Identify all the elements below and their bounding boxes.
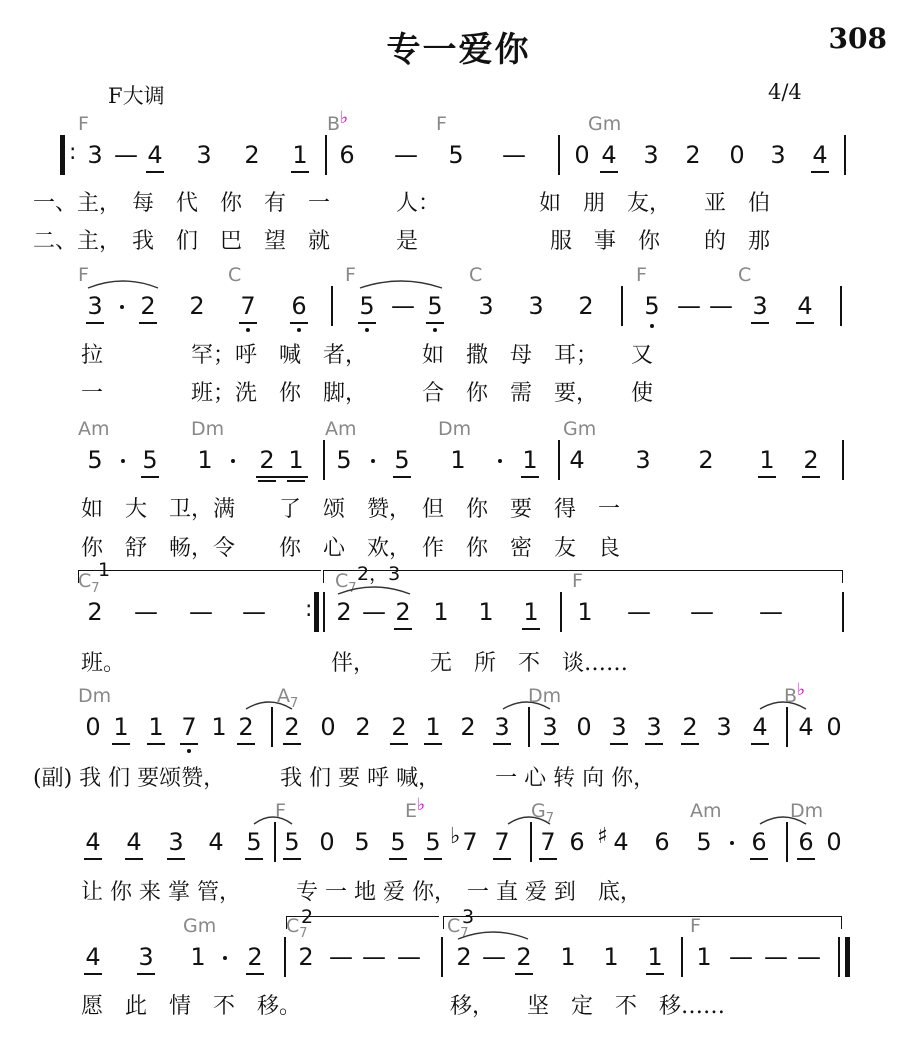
note: 4	[569, 446, 585, 474]
barline	[840, 286, 842, 326]
note: 3	[138, 943, 154, 971]
dash: —	[690, 598, 714, 626]
note: 1	[603, 943, 619, 971]
note: 0	[85, 713, 101, 741]
note: 1	[113, 713, 129, 741]
page-number: 308	[828, 22, 887, 55]
augmentation-dot	[223, 956, 227, 960]
underline	[245, 858, 263, 860]
tie-slur	[360, 276, 442, 290]
barline	[323, 440, 325, 480]
lyric-line: 你 舒 畅，令 你 心 欢， 作 你 密 友 良	[81, 536, 621, 561]
barline	[844, 135, 846, 175]
note: 2	[391, 713, 407, 741]
underline	[521, 476, 539, 478]
low-octave-dot	[297, 328, 301, 332]
tie-slur	[88, 276, 158, 290]
barline	[786, 707, 788, 747]
chord-symbol: B♭	[327, 108, 349, 135]
note: 1	[450, 446, 466, 474]
note: 2	[682, 713, 698, 741]
chord-symbol: E♭	[405, 795, 426, 822]
note: 4	[126, 828, 142, 856]
underline	[258, 480, 276, 482]
underline	[147, 743, 165, 745]
low-octave-dot	[365, 328, 369, 332]
note: 2	[259, 446, 275, 474]
note: 6	[654, 828, 670, 856]
underline	[796, 322, 814, 324]
note: 5	[142, 446, 158, 474]
barline	[323, 592, 325, 632]
lyric-line: (副) 我 们 要颂赞， 我 们 要 呼 喊， 一 心 转 向 你，	[33, 766, 656, 791]
augmentation-dot	[120, 305, 124, 309]
note: 3	[87, 292, 103, 320]
note: 1	[292, 141, 308, 169]
note: 5	[394, 446, 410, 474]
note: 2	[244, 141, 260, 169]
repeat-start-bar	[60, 135, 65, 175]
underline	[167, 858, 185, 860]
note: 1	[190, 943, 206, 971]
note: 1	[211, 713, 227, 741]
note: 5	[425, 828, 441, 856]
note: 6	[569, 828, 585, 856]
volta-1-label: 1	[98, 559, 111, 581]
underline	[112, 743, 130, 745]
note: 4	[147, 141, 163, 169]
underline	[522, 628, 540, 630]
underline	[750, 858, 768, 860]
lyric-line: 一、主， 每 代 你 有 一 人： 如 朋 友， 亚 伯	[33, 191, 771, 216]
underline	[394, 628, 412, 630]
chord-symbol: F	[436, 113, 447, 135]
augmentation-dot	[730, 841, 734, 845]
chord-symbol: Am	[690, 800, 722, 822]
chord-symbol: C	[228, 264, 242, 286]
barline	[274, 822, 276, 862]
note: 3	[528, 292, 544, 320]
note: 4	[208, 828, 224, 856]
dash: —	[391, 292, 415, 320]
augmentation-dot	[121, 459, 125, 463]
note: 1	[148, 713, 164, 741]
note: 3	[716, 713, 732, 741]
note: 1	[288, 446, 304, 474]
volta-3-label: 3	[462, 906, 475, 928]
chord-symbol: Dm	[790, 800, 824, 822]
underline	[802, 476, 820, 478]
repeat-end-bar	[314, 592, 319, 632]
barline	[842, 592, 844, 632]
flat-accidental: ♭	[450, 824, 461, 849]
dash: —	[482, 943, 506, 971]
underline	[125, 858, 143, 860]
note: 3	[752, 292, 768, 320]
underline	[493, 743, 511, 745]
note: 6	[798, 828, 814, 856]
note: 7	[462, 828, 478, 856]
lyric-line: 伴， 无 所 不 谈……	[331, 651, 629, 676]
note: 4	[797, 292, 813, 320]
note: 4	[752, 713, 768, 741]
chord-symbol: B♭	[784, 680, 806, 707]
lyric-line: 愿 此 情 不 移。	[81, 994, 302, 1019]
underline	[237, 743, 255, 745]
underline	[246, 973, 264, 975]
chord-symbol: F	[345, 264, 356, 286]
underline	[290, 322, 308, 324]
volta-1	[78, 570, 321, 583]
dash: —	[759, 598, 783, 626]
note: 1	[425, 713, 441, 741]
note: 5	[354, 828, 370, 856]
chord-symbol: $A_7$	[277, 685, 299, 711]
chord-symbol: Gm	[183, 915, 217, 937]
underline	[141, 476, 159, 478]
note: 2	[189, 292, 205, 320]
barline	[441, 937, 443, 977]
note: 1	[696, 943, 712, 971]
underline	[283, 858, 301, 860]
chord-symbol: F	[572, 570, 583, 592]
note: 1	[197, 446, 213, 474]
dash: —	[797, 943, 821, 971]
chord-symbol: F	[690, 915, 701, 937]
augmentation-dot	[231, 459, 235, 463]
barline	[621, 286, 623, 326]
note: 0	[574, 141, 590, 169]
barline	[558, 440, 560, 480]
underline	[645, 743, 663, 745]
underline	[139, 322, 157, 324]
volta-23-label: 2，3	[357, 563, 401, 585]
barline	[558, 135, 560, 175]
dash: —	[114, 141, 138, 169]
note: 2	[238, 713, 254, 741]
lyric-line: 二、主， 我 们 巴 望 就 是 服 事 你 的 那	[33, 229, 771, 254]
underline	[424, 858, 442, 860]
dash: —	[764, 943, 788, 971]
lyric-line: 班。	[81, 651, 126, 676]
chord-symbol: F	[78, 113, 89, 135]
note: 6	[339, 141, 355, 169]
note: 3	[542, 713, 558, 741]
barline	[786, 822, 788, 862]
note: 4	[812, 141, 828, 169]
chord-symbol: F	[78, 264, 89, 286]
dash: —	[189, 598, 213, 626]
note: 7	[240, 292, 256, 320]
note: 3	[643, 141, 659, 169]
underline	[239, 322, 257, 324]
chord-symbol: Am	[78, 418, 110, 440]
note: 0	[576, 713, 592, 741]
tie-slur	[458, 927, 528, 941]
note: 4	[85, 943, 101, 971]
underline	[358, 322, 376, 324]
key-signature: F大调	[108, 84, 165, 108]
chord-symbol: C	[469, 264, 483, 286]
barline	[838, 937, 840, 977]
chord-symbol: C	[738, 264, 752, 286]
underline	[539, 858, 557, 860]
dash: —	[627, 598, 651, 626]
augmentation-dot	[498, 459, 502, 463]
note: 2	[247, 943, 263, 971]
barline	[271, 707, 273, 747]
low-octave-dot	[187, 749, 191, 753]
note: 2	[698, 446, 714, 474]
chord-symbol: Gm	[563, 418, 597, 440]
note: 3	[494, 713, 510, 741]
underline	[424, 743, 442, 745]
note: 5	[696, 828, 712, 856]
low-octave-dot	[433, 328, 437, 332]
chord-symbol: F	[636, 264, 647, 286]
note: 2	[803, 446, 819, 474]
dash: —	[394, 141, 418, 169]
note: 3	[646, 713, 662, 741]
final-bar	[845, 937, 850, 977]
song-title: 专一爱你	[386, 30, 531, 70]
note: 7	[181, 713, 197, 741]
underline	[541, 743, 559, 745]
lyric-line: 拉 罕；呼 喊 者， 如 撒 母 耳； 又	[81, 343, 654, 368]
barline	[530, 822, 532, 862]
note: 1	[523, 598, 539, 626]
underline	[84, 858, 102, 860]
barline	[325, 135, 327, 175]
underline	[751, 322, 769, 324]
note: 3	[611, 713, 627, 741]
underline	[393, 476, 411, 478]
underline	[283, 743, 301, 745]
note: 5	[336, 446, 352, 474]
note: 2	[456, 943, 472, 971]
barline	[331, 286, 333, 326]
chord-symbol: $C_7$	[78, 570, 100, 596]
dash: —	[242, 598, 266, 626]
chord-symbol: F	[275, 800, 286, 822]
dash: —	[729, 943, 753, 971]
chord-symbol: $C_7$	[447, 915, 469, 941]
chord-symbol: $C_7$	[286, 915, 308, 941]
dash: —	[502, 141, 526, 169]
note: 1	[577, 598, 593, 626]
underline	[256, 476, 308, 478]
barline	[528, 707, 530, 747]
augmentation-dot	[371, 459, 375, 463]
underline	[681, 743, 699, 745]
note: 2	[336, 598, 352, 626]
note: 5	[448, 141, 464, 169]
note: 5	[246, 828, 262, 856]
underline	[146, 171, 164, 173]
note: 6	[751, 828, 767, 856]
note: 0	[320, 713, 336, 741]
underline	[493, 858, 511, 860]
chord-symbol: Dm	[191, 418, 225, 440]
note: 5	[284, 828, 300, 856]
lyric-line: 移， 坚 定 不 移……	[450, 994, 726, 1019]
note: 1	[522, 446, 538, 474]
note: 2	[460, 713, 476, 741]
underline	[610, 743, 628, 745]
note: 5	[644, 292, 660, 320]
note: 3	[196, 141, 212, 169]
note: 2	[516, 943, 532, 971]
underline	[84, 973, 102, 975]
dash: —	[134, 598, 158, 626]
note: 2	[395, 598, 411, 626]
tie-slur	[760, 812, 806, 826]
tie-slur	[254, 812, 292, 826]
note: 1	[478, 598, 494, 626]
chord-symbol: Dm	[78, 685, 112, 707]
note: 4	[613, 828, 629, 856]
dash: —	[362, 943, 386, 971]
chord-symbol: $G_7$	[531, 800, 555, 826]
note: 5	[427, 292, 443, 320]
note: 5	[390, 828, 406, 856]
underline	[180, 743, 198, 745]
dash: —	[329, 943, 353, 971]
volta-2-label: 2	[301, 906, 314, 928]
dash: —	[677, 292, 701, 320]
underline	[797, 858, 815, 860]
time-signature: 4/4	[768, 80, 802, 104]
underline	[291, 171, 309, 173]
note: 3	[770, 141, 786, 169]
chord-symbol: Dm	[438, 418, 472, 440]
barline	[681, 937, 683, 977]
note: 0	[826, 828, 842, 856]
underline	[811, 171, 829, 173]
barline	[560, 592, 562, 632]
tie-slur	[338, 582, 410, 596]
note: 2	[140, 292, 156, 320]
note: 3	[478, 292, 494, 320]
barline	[842, 440, 844, 480]
underline	[390, 743, 408, 745]
underline	[515, 973, 533, 975]
note: 2	[355, 713, 371, 741]
lyric-line: 让 你 来 掌 管， 专 一 地 爱 你， 一 直 爱 到 底，	[81, 880, 642, 905]
note: 2	[298, 943, 314, 971]
note: 0	[729, 141, 745, 169]
dash: —	[709, 292, 733, 320]
chord-symbol: Am	[325, 418, 357, 440]
note: 2	[578, 292, 594, 320]
underline	[758, 476, 776, 478]
note: 6	[291, 292, 307, 320]
underline	[751, 743, 769, 745]
sharp-accidental: ♯	[597, 824, 608, 849]
barline	[284, 937, 286, 977]
chord-symbol: Gm	[588, 113, 622, 135]
note: 1	[759, 446, 775, 474]
note: 0	[319, 828, 335, 856]
chord-symbol: $C_7$	[335, 570, 357, 596]
note: 4	[601, 141, 617, 169]
underline	[287, 480, 305, 482]
note: 7	[494, 828, 510, 856]
repeat-colon: :	[305, 597, 313, 622]
note: 5	[359, 292, 375, 320]
note: 2	[87, 598, 103, 626]
note: 5	[87, 446, 103, 474]
repeat-colon: :	[69, 140, 77, 165]
underline	[389, 858, 407, 860]
dash: —	[397, 943, 421, 971]
note: 3	[168, 828, 184, 856]
lyric-line: 一 班；洗 你 脚， 合 你 需 要， 使	[81, 381, 654, 406]
underline	[86, 322, 104, 324]
low-octave-dot	[650, 324, 654, 328]
dash: —	[362, 598, 386, 626]
note: 1	[647, 943, 663, 971]
lyric-line: 如 大 卫，满 了 颂 赞， 但 你 要 得 一	[81, 497, 621, 522]
note: 7	[540, 828, 556, 856]
note: 1	[433, 598, 449, 626]
note: 1	[560, 943, 576, 971]
underline	[137, 973, 155, 975]
note: 2	[284, 713, 300, 741]
note: 2	[685, 141, 701, 169]
underline	[426, 322, 444, 324]
low-octave-dot	[246, 328, 250, 332]
chord-symbol: Dm	[528, 685, 562, 707]
underline	[600, 171, 618, 173]
underline	[646, 973, 664, 975]
note: 3	[87, 141, 103, 169]
note: 4	[85, 828, 101, 856]
note: 4	[798, 713, 814, 741]
note: 3	[635, 446, 651, 474]
note: 0	[826, 713, 842, 741]
